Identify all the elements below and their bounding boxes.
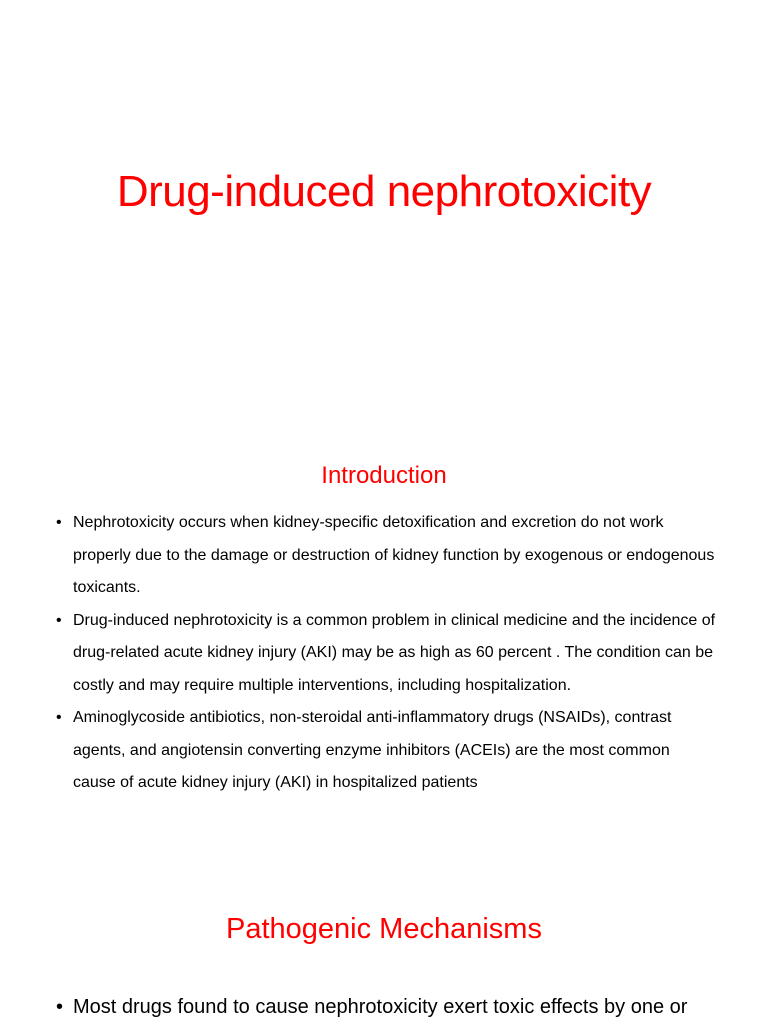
- pathogenic-mechanisms-heading: Pathogenic Mechanisms: [226, 913, 542, 945]
- bullet-icon: •: [56, 709, 62, 726]
- list-item: [56, 507, 716, 605]
- bullet-icon: •: [56, 611, 62, 629]
- list-item: [56, 990, 716, 1024]
- bullet-text: Nephrotoxicity occurs when kidney-specific detoxification and excretion do not work properly due to the damage or destruction of kidney function by exogenous or endogenous toxicants.: [73, 514, 715, 596]
- introduction-heading: Introduction: [321, 462, 447, 489]
- pathogenic-mechanisms-bullet-list: [56, 990, 716, 1024]
- page-title: Drug-induced nephrotoxicity: [116, 167, 652, 216]
- bullet-text: Most drugs found to cause nephrotoxicity exert toxic effects by one or: [73, 996, 688, 1018]
- list-item: [56, 702, 716, 800]
- bullet-icon: •: [56, 514, 62, 531]
- bullet-text: Drug-induced nephrotoxicity is a common problem in clinical medicine and the incidence of drug-related acute kidney injury (AKI) may be as high as 60 percent . The condition can be costly and may require multiple interventions, including hospitalization.: [73, 611, 716, 694]
- introduction-bullet-list: [56, 507, 716, 800]
- bullet-icon: •: [56, 996, 64, 1018]
- list-item: [56, 605, 716, 703]
- bullet-text: Aminoglycoside antibiotics, non-steroidal anti-inflammatory drugs (NSAIDs), contrast agents, and angiotensin converting enzyme inhibitors (ACEIs) are the most common cause of acute kidney injury (AKI) in hospitalized patients: [73, 709, 672, 791]
